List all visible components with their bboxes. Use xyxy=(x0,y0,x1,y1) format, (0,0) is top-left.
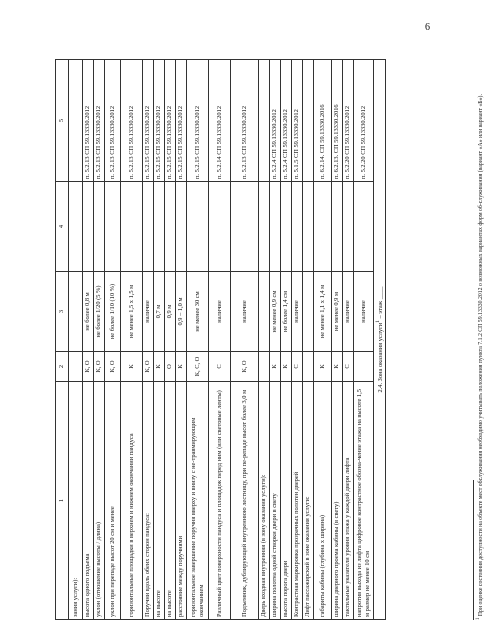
table-cell-c2: О xyxy=(165,352,176,382)
table-cell-c3: не менее 1,1 х 1,4 м xyxy=(314,272,332,352)
footnote xyxy=(473,60,486,620)
table-cell-c1: габариты кабины (глубина х ширина) xyxy=(314,382,332,620)
table-cell-c4 xyxy=(187,182,209,272)
table-cell-c4 xyxy=(354,182,374,272)
table-cell-c5: п. 5.2.15 СП 59.13330.2012 xyxy=(154,60,165,182)
table-cell-c4 xyxy=(314,182,332,272)
table-cell-c4 xyxy=(292,182,303,272)
table-cell-c2: К xyxy=(270,352,281,382)
table-cell-c5: п. 5.2.13 СП 59.13330.2012 xyxy=(94,60,105,182)
table-cell-c2: К, О xyxy=(231,352,259,382)
table-cell-c3 xyxy=(259,272,270,352)
table-row xyxy=(259,60,270,620)
requirements-table-body xyxy=(56,60,386,620)
table-row xyxy=(121,60,143,620)
table-cell-c5: п. 5.2.15 СП 59.13330.2012 xyxy=(143,60,154,182)
table-cell-c2 xyxy=(69,352,83,382)
table-cell-c5: п. 5.2.13 СП 59.13330.2012 xyxy=(105,60,121,182)
header-row xyxy=(56,60,69,620)
table-cell-c1: на высоте xyxy=(154,382,165,620)
table-cell-c3: 0,7 м xyxy=(154,272,165,352)
table-cell-c1: высота одного подъема xyxy=(83,382,94,620)
requirements-table xyxy=(55,59,386,620)
table-cell-c5: п. 5.2.15 СП 59.13330.2012 xyxy=(187,60,209,182)
table-cell-c1: на высоте xyxy=(165,382,176,620)
table-cell-c2 xyxy=(303,352,314,382)
zone-heading xyxy=(374,60,386,620)
column-header: 1 xyxy=(56,382,69,620)
table-cell-c2: К, С, О xyxy=(187,352,209,382)
table-cell-c2: К xyxy=(176,352,187,382)
page-number: 6 xyxy=(425,22,430,33)
table-cell-c1: высота порога двери xyxy=(281,382,292,620)
table-cell-c5: п. 5.2.14 СП 59.13330.2012 xyxy=(209,60,231,182)
table-row xyxy=(83,60,94,620)
table-cell-c1: Различный цвет поверхности пандуса и площадок перед ним (или световые ленты) xyxy=(209,382,231,620)
table-cell-c3: 0,9 – 1,0 м xyxy=(176,272,187,352)
table-cell-c5: п. 6.2.13. СП 59.13330.2016 xyxy=(332,60,343,182)
zone-heading-title: 2.4. Зона оказания услуги xyxy=(376,322,384,393)
table-cell-c2: С xyxy=(292,352,303,382)
table-row xyxy=(176,60,187,620)
zone-heading-row xyxy=(374,60,386,620)
table-cell-c1: напротив выхода из лифта цифровое контрастное обозна-чение этажа на высоте 1,5 м размер не менее 10 см xyxy=(354,382,374,620)
table-cell-c4 xyxy=(105,182,121,272)
table-cell-c4 xyxy=(343,182,354,272)
table-cell-c4 xyxy=(259,182,270,272)
table-row xyxy=(281,60,292,620)
table-cell-c1: ширина дверного проема кабины (в свету) xyxy=(332,382,343,620)
table-cell-c1: Лифт пассажирский в зоне оказания услуги: xyxy=(303,382,314,620)
column-header: 5 xyxy=(56,60,69,182)
table-cell-c4 xyxy=(176,182,187,272)
table-cell-c1: зания услуги): xyxy=(69,382,83,620)
table-cell-c5: п. 5.2.4 СП 59.13330.2012 xyxy=(281,60,292,182)
table-cell-c3: наличие xyxy=(143,272,154,352)
table-row xyxy=(154,60,165,620)
column-header: 2 xyxy=(56,352,69,382)
table-cell-c5: п. 5.2.15 СП 59.13330.2012 xyxy=(165,60,176,182)
table-cell-c2: К xyxy=(121,352,143,382)
table-cell-c3 xyxy=(69,272,83,352)
table-cell-c1: Подъемник, дублирующий внутреннюю лестницу, при пе-репаде высот более 3,0 м xyxy=(231,382,259,620)
table-cell-c4 xyxy=(121,182,143,272)
table-row xyxy=(354,60,374,620)
table-row xyxy=(69,60,83,620)
table-cell-c1: Контрастная маркировка прозрачных полотен дверей xyxy=(292,382,303,620)
table-cell-c4 xyxy=(83,182,94,272)
table-cell-c1: ширина полотна одной створки двери в свету xyxy=(270,382,281,620)
table-cell-c5 xyxy=(259,60,270,182)
table-cell-c2 xyxy=(259,352,270,382)
table-cell-c2: К, О xyxy=(94,352,105,382)
table-cell-c4 xyxy=(69,182,83,272)
table-cell-c4 xyxy=(154,182,165,272)
table-cell-c2: К xyxy=(314,352,332,382)
table-cell-c5: п. 5.2.13 СП 59.13330.2012 xyxy=(121,60,143,182)
footnote-divider xyxy=(473,480,474,620)
table-cell-c1: уклон при перепаде высот 20 см и менее xyxy=(105,382,121,620)
table-cell-c3: наличие xyxy=(209,272,231,352)
table-row xyxy=(143,60,154,620)
table-cell-c5 xyxy=(69,60,83,182)
table-cell-c3: не менее 30 см xyxy=(187,272,209,352)
table-cell-c4 xyxy=(94,182,105,272)
table-row xyxy=(303,60,314,620)
table-cell-c2: К xyxy=(281,352,292,382)
zone-heading-suffix: – этаж ____ xyxy=(376,286,384,321)
table-row xyxy=(343,60,354,620)
table-cell-c5: п. 5.2.13 СП 59.13330.2012 xyxy=(83,60,94,182)
table-cell-c3: наличие xyxy=(292,272,303,352)
table-cell-c2: К, О xyxy=(83,352,94,382)
table-row xyxy=(94,60,105,620)
table-cell-c3: не менее 0,9 м xyxy=(332,272,343,352)
footnote-marker: 1 xyxy=(476,617,481,620)
table-cell-c5: п. 5.2.20 СП 59.13330.2012 xyxy=(343,60,354,182)
table-cell-c2: С xyxy=(343,352,354,382)
table-cell-c1: горизонтальные площадки в верхнем и нижнем окончании пандуса xyxy=(121,382,143,620)
column-header: 4 xyxy=(56,182,69,272)
table-cell-c3: не менее 0,9 см xyxy=(270,272,281,352)
table-cell-c3: наличие xyxy=(354,272,374,352)
table-cell-c2: К xyxy=(332,352,343,382)
table-cell-c5 xyxy=(303,60,314,182)
table-cell-c3: 0,9 м xyxy=(165,272,176,352)
table-cell-c3: не менее 1,5 х 1,5 м xyxy=(121,272,143,352)
table-cell-c1: Поручни вдоль обеих сторон пандуса: xyxy=(143,382,154,620)
table-row xyxy=(209,60,231,620)
table-cell-c2: К, О xyxy=(105,352,121,382)
table-cell-c4 xyxy=(209,182,231,272)
table-cell-c3 xyxy=(303,272,314,352)
table-cell-c3: не более 0,8 м xyxy=(83,272,94,352)
table-cell-c5: п. 5.2.20 СП 59.13330.2012 xyxy=(354,60,374,182)
table-cell-c1: тактильные указатели уровня этажа у каждой двери лифта xyxy=(343,382,354,620)
table-cell-c5: п. 5.2.13 СП 59.13330.2012 xyxy=(231,60,259,182)
table-cell-c1: Дверь входная внутренняя (в зону оказания услуги): xyxy=(259,382,270,620)
table-row xyxy=(165,60,176,620)
table-cell-c4 xyxy=(332,182,343,272)
zone-heading-marker: 1 xyxy=(374,320,381,323)
table-cell-c1: уклон (отношение высоты / длина) xyxy=(94,382,105,620)
table-cell-c1: расстояние между поручнями xyxy=(176,382,187,620)
table-cell-c4 xyxy=(303,182,314,272)
table-cell-c4 xyxy=(165,182,176,272)
table-row xyxy=(231,60,259,620)
table-cell-c3: не более 1/20 (5 %) xyxy=(94,272,105,352)
table-cell-c5: п. 5.1.5 СП 59.13330.2012 xyxy=(292,60,303,182)
table-cell-c3: наличие xyxy=(343,272,354,352)
table-row xyxy=(292,60,303,620)
column-header: 3 xyxy=(56,272,69,352)
table-cell-c2: К, О xyxy=(143,352,154,382)
table-row xyxy=(314,60,332,620)
table-cell-c5: п. 6.2.14. СП 59.13330.2016 xyxy=(314,60,332,182)
table-cell-c2: С xyxy=(209,352,231,382)
table-cell-c5: п. 5.2.15 СП 59.13330.2012 xyxy=(176,60,187,182)
footnote-text: При оценке состояния доступности на объекте мест обслуживания необходимо учитывать положения пункта 7.1.2 СП 59.13330.2012 о возможных вариантах форм об-служивания (вариант «А» или вариант «Б»). xyxy=(477,94,484,617)
table-cell-c1: горизонтальное завершение поручня вверху и внизу с не-травмирующим окончанием xyxy=(187,382,209,620)
table-row xyxy=(270,60,281,620)
table-row xyxy=(105,60,121,620)
table-cell-c5: п. 5.2.4 СП 59.13330.2012 xyxy=(270,60,281,182)
table-row xyxy=(332,60,343,620)
table-cell-c4 xyxy=(231,182,259,272)
table-cell-c3: наличие xyxy=(231,272,259,352)
table-cell-c3: не более 1,4 см xyxy=(281,272,292,352)
rotated-page-content xyxy=(55,60,484,620)
table-row xyxy=(187,60,209,620)
table-cell-c4 xyxy=(143,182,154,272)
table-cell-c2: К xyxy=(154,352,165,382)
table-cell-c4 xyxy=(270,182,281,272)
table-cell-c4 xyxy=(281,182,292,272)
table-cell-c3: не более 1/10 (10 %) xyxy=(105,272,121,352)
table-cell-c2 xyxy=(354,352,374,382)
